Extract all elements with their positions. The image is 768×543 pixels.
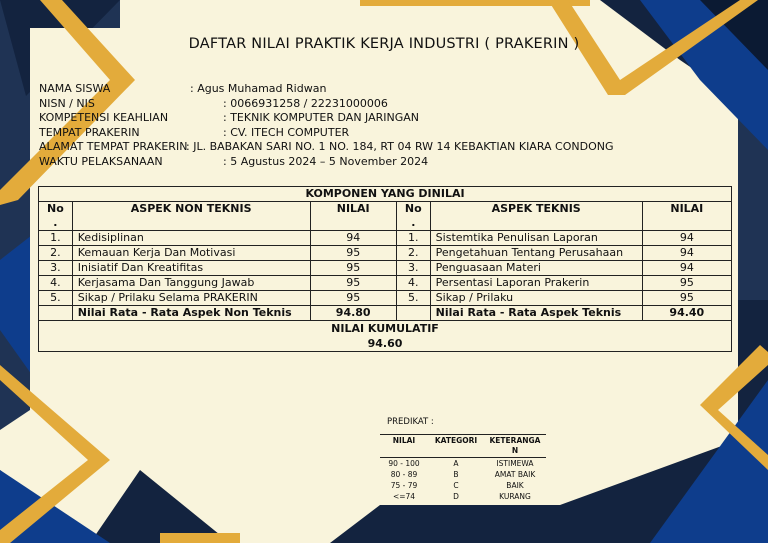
row-aspect: Inisiatif Dan Kreatifitas: [72, 261, 310, 276]
row-no: 5.: [39, 291, 73, 306]
info-value: : Agus Muhamad Ridwan: [190, 82, 327, 95]
predikat-cell: C: [453, 481, 459, 490]
table-row: [39, 231, 732, 246]
row-no: 2.: [39, 246, 73, 261]
cumulative-row: [39, 321, 732, 352]
table-row: [39, 246, 732, 261]
row-aspect: Sikap / Prilaku Selama PRAKERIN: [72, 291, 310, 306]
row-score: 95: [310, 276, 396, 291]
predikat-row: [380, 491, 546, 502]
avg-teknis-label: Nilai Rata - Rata Aspek Teknis: [430, 306, 642, 321]
header-non-teknis: ASPEK NON TEKNIS: [72, 202, 310, 231]
empty-cell: [396, 306, 430, 321]
info-value: : 5 Agustus 2024 – 5 November 2024: [223, 155, 429, 168]
row-aspect: Penguasaan Materi: [430, 261, 642, 276]
row-score: 94: [642, 261, 731, 276]
avg-teknis-value: 94.40: [642, 306, 731, 321]
info-value: : TEKNIK KOMPUTER DAN JARINGAN: [223, 111, 420, 124]
info-label: TEMPAT PRAKERIN: [39, 126, 140, 139]
predikat-header: NILAI: [380, 435, 428, 458]
predikat-header: KATEGORI: [428, 435, 484, 458]
row-no: 2.: [396, 246, 430, 261]
info-value: : 0066931258 / 22231000006: [223, 97, 388, 110]
row-score: 94: [642, 231, 731, 246]
predikat-row: [380, 469, 546, 480]
predikat-cell: <=74: [392, 492, 416, 501]
avg-non-teknis-value: 94.80: [310, 306, 396, 321]
average-row: [39, 306, 732, 321]
predikat-cell: BAIK: [506, 481, 524, 490]
table-caption-row: [39, 187, 732, 202]
row-score: 94: [310, 231, 396, 246]
header-nilai: NILAI: [310, 202, 396, 231]
row-score: 95: [310, 261, 396, 276]
predikat-cell: 80 - 89: [390, 470, 418, 479]
predikat-header-row: [380, 435, 546, 458]
predikat-cell: 90 - 100: [388, 459, 420, 468]
row-no: 5.: [396, 291, 430, 306]
table-row: [39, 291, 732, 306]
row-no: 3.: [39, 261, 73, 276]
row-no: 1.: [39, 231, 73, 246]
table-caption: KOMPONEN YANG DINILAI: [39, 187, 732, 202]
avg-non-teknis-label: Nilai Rata - Rata Aspek Non Teknis: [72, 306, 310, 321]
page-title: DAFTAR NILAI PRAKTIK KERJA INDUSTRI ( PRAKERIN ): [188, 36, 580, 52]
cumulative-value: 94.60: [367, 337, 403, 350]
predikat-row: [380, 458, 546, 470]
predikat-cell: D: [453, 492, 459, 501]
predikat-header: KETERANGA N: [484, 435, 546, 458]
row-score: 94: [642, 246, 731, 261]
header-no: No .: [39, 202, 73, 231]
row-no: 4.: [39, 276, 73, 291]
predikat-cell: 75 - 79: [390, 481, 418, 490]
header-teknis: ASPEK TEKNIS: [430, 202, 642, 231]
predikat-cell: AMAT BAIK: [494, 470, 536, 479]
predikat-cell: ISTIMEWA: [496, 459, 534, 468]
row-score: 95: [310, 291, 396, 306]
info-label: WAKTU PELAKSANAAN: [39, 155, 163, 168]
predikat-cell: A: [453, 459, 459, 468]
row-aspect: Kemauan Kerja Dan Motivasi: [72, 246, 310, 261]
score-table: [38, 186, 732, 352]
row-aspect: Persentasi Laporan Prakerin: [430, 276, 642, 291]
info-label: NAMA SISWA: [39, 82, 111, 95]
row-aspect: Kerjasama Dan Tanggung Jawab: [72, 276, 310, 291]
cumulative-label: NILAI KUMULATIF: [331, 322, 439, 335]
row-no: 3.: [396, 261, 430, 276]
row-score: 95: [642, 276, 731, 291]
row-aspect: Sikap / Prilaku: [430, 291, 642, 306]
predikat-row: [380, 480, 546, 491]
header-nilai: NILAI: [642, 202, 731, 231]
header-no: No .: [396, 202, 430, 231]
predikat-title: PREDIKAT :: [387, 417, 434, 427]
row-no: 4.: [396, 276, 430, 291]
row-aspect: Sistemtika Penulisan Laporan: [430, 231, 642, 246]
info-label: NISN / NIS: [39, 97, 95, 110]
predikat-table: [380, 434, 546, 502]
row-score: 95: [642, 291, 731, 306]
row-aspect: Pengetahuan Tentang Perusahaan: [430, 246, 642, 261]
info-label: ALAMAT TEMPAT PRAKERIN: [39, 140, 188, 153]
predikat-cell: KURANG: [499, 492, 531, 501]
info-value: : JL. BABAKAN SARI NO. 1 NO. 184, RT 04 RW 14 KEBAKTIAN KIARA CONDONG: [186, 140, 614, 153]
row-score: 95: [310, 246, 396, 261]
predikat-cell: B: [453, 470, 459, 479]
info-value: : CV. ITECH COMPUTER: [223, 126, 350, 139]
table-row: [39, 261, 732, 276]
info-label: KOMPETENSI KEAHLIAN: [39, 111, 169, 124]
table-header-row: [39, 202, 732, 231]
cumulative-cell: [39, 321, 732, 352]
row-aspect: Kedisiplinan: [72, 231, 310, 246]
row-no: 1.: [396, 231, 430, 246]
table-row: [39, 276, 732, 291]
empty-cell: [39, 306, 73, 321]
